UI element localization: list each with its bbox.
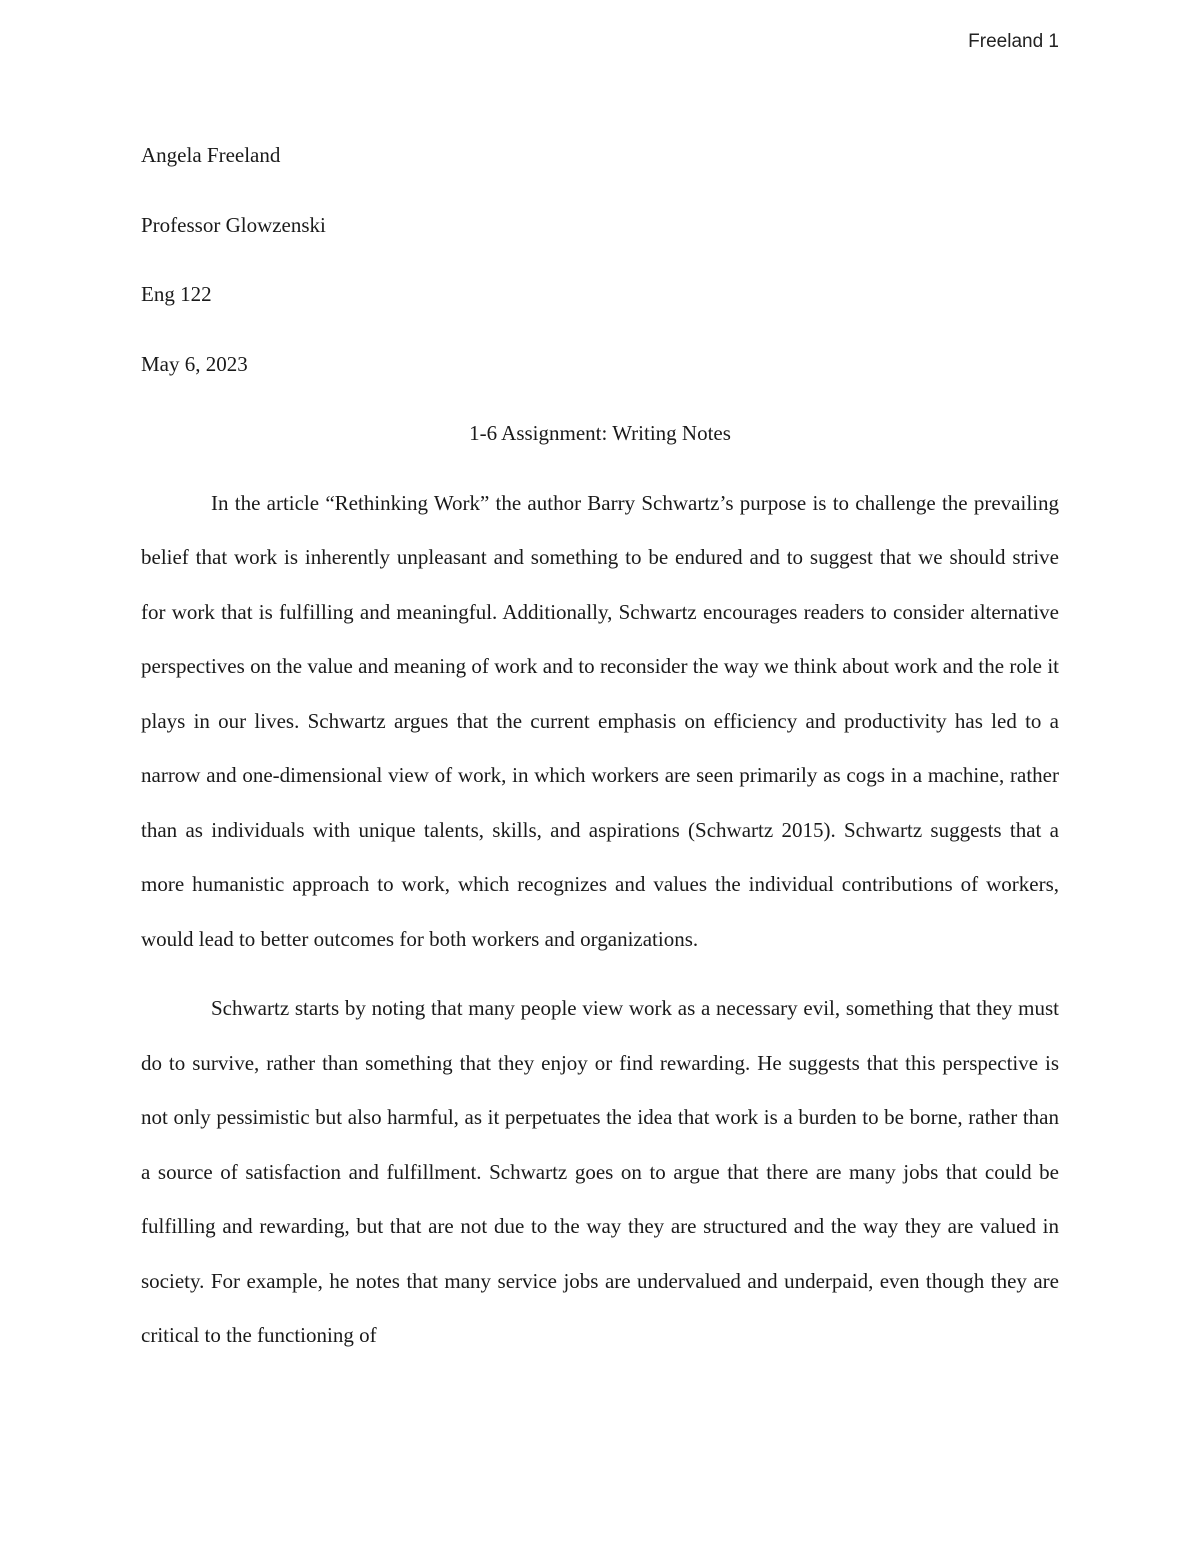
body-paragraph: In the article “Rethinking Work” the author Barry Schwartz’s purpose is to challenge the prevailing belief that work is inherently unpleasant and something to be endured and to suggest that we should strive for work that is fulfilling and meaningful. Additionally, Schwartz encourages readers to consider alternative perspectives on the value and meaning of work and to reconsider the way we think about work and the role it plays in our lives. Schwartz argues that the current emphasis on efficiency and productivity has led to a narrow and one-dimensional view of work, in which workers are seen primarily as cogs in a machine, rather than as individuals with unique talents, skills, and aspirations (Schwartz 2015). Schwartz suggests that a more humanistic approach to work, which recognizes and values the individual contributions of workers, would lead to better outcomes for both workers and organizations. — [141, 490, 1059, 951]
document-title: 1-6 Assignment: Writing Notes — [469, 421, 731, 445]
body-paragraph: Schwartz starts by noting that many people view work as a necessary evil, something that they must do to survive, rather than something that they enjoy or find rewarding. He suggests that this perspective is not only pessimistic but also harmful, as it perpetuates the idea that work is a burden to be borne, rather than a source of satisfaction and fulfillment. Schwartz goes on to argue that there are many jobs that could be fulfilling and rewarding, but that are not due to the way they are structured and the way they are valued in society. For example, he notes that many service jobs are undervalued and underpaid, even though they are critical to the functioning of — [141, 996, 1059, 1347]
instructor-name: Professor Glowzenski — [141, 212, 326, 237]
author-name: Angela Freeland — [141, 143, 281, 167]
running-head: Freeland 1 — [968, 31, 1059, 52]
document-body — [141, 128, 1059, 1378]
course-name: Eng 122 — [141, 282, 212, 306]
document-date: May 6, 2023 — [141, 351, 248, 376]
